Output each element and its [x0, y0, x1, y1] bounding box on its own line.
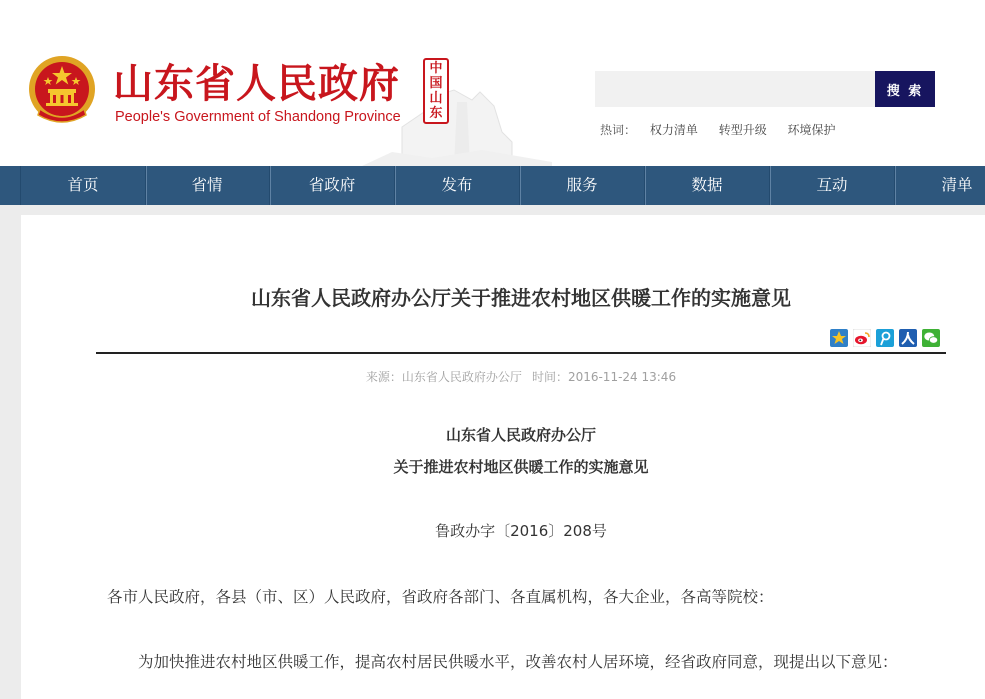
article-title: 山东省人民政府办公厅关于推进农村地区供暖工作的实施意见: [251, 286, 791, 310]
landmark-watermark: [362, 72, 552, 166]
hot-words: [600, 121, 853, 138]
nav-item-data[interactable]: 数据: [645, 166, 770, 205]
china-shandong-seal: 中 国 山 东: [423, 58, 449, 124]
title-divider: [96, 352, 946, 354]
site-header: [0, 0, 985, 166]
weibo-icon[interactable]: [853, 329, 871, 347]
article-time: 时间：2016-11-24 13:46: [531, 370, 677, 384]
article-source: 来源：山东省人民政府办公厅: [365, 370, 522, 384]
hot-word-link[interactable]: 权力清单: [649, 123, 698, 137]
article-meta: [96, 368, 946, 385]
document-number: 鲁政办字〔2016〕208号: [435, 522, 607, 540]
nav-item-home[interactable]: 首页: [20, 166, 146, 205]
search-button[interactable]: 搜 索: [875, 71, 935, 107]
share-bar: [830, 329, 940, 347]
hot-word-link[interactable]: 环境保护: [787, 123, 836, 137]
document-intro-paragraph: 为加快推进农村地区供暖工作，提高农村居民供暖水平，改善农村人居环境，经省政府同意，现提出以下意见：: [138, 653, 898, 671]
search-input[interactable]: [595, 71, 875, 107]
hot-words-label: 热词：: [600, 123, 637, 137]
nav-item-provincial-government[interactable]: 省政府: [270, 166, 395, 205]
nav-item-lists[interactable]: 清单: [895, 166, 985, 205]
document-recipients: 各市人民政府，各县（市、区）人民政府，省政府各部门、各直属机构，各大企业，各高等院校：: [107, 588, 774, 606]
hot-word-link[interactable]: 转型升级: [718, 123, 767, 137]
nav-item-releases[interactable]: 发布: [395, 166, 520, 205]
main-nav: [0, 166, 985, 206]
wechat-icon[interactable]: [922, 329, 940, 347]
tencent-weibo-icon[interactable]: [876, 329, 894, 347]
renren-icon[interactable]: [899, 329, 917, 347]
site-title: 山东省人民政府: [113, 60, 400, 107]
national-emblem-icon: [26, 53, 98, 127]
nav-item-province-info[interactable]: 省情: [145, 166, 270, 205]
document-issuer: 山东省人民政府办公厅: [445, 426, 596, 444]
site-subtitle: People's Government of Shandong Province: [115, 109, 401, 125]
nav-item-services[interactable]: 服务: [520, 166, 645, 205]
document-title: 关于推进农村地区供暖工作的实施意见: [393, 458, 649, 476]
qzone-icon[interactable]: [830, 329, 848, 347]
nav-item-interaction[interactable]: 互动: [770, 166, 895, 205]
